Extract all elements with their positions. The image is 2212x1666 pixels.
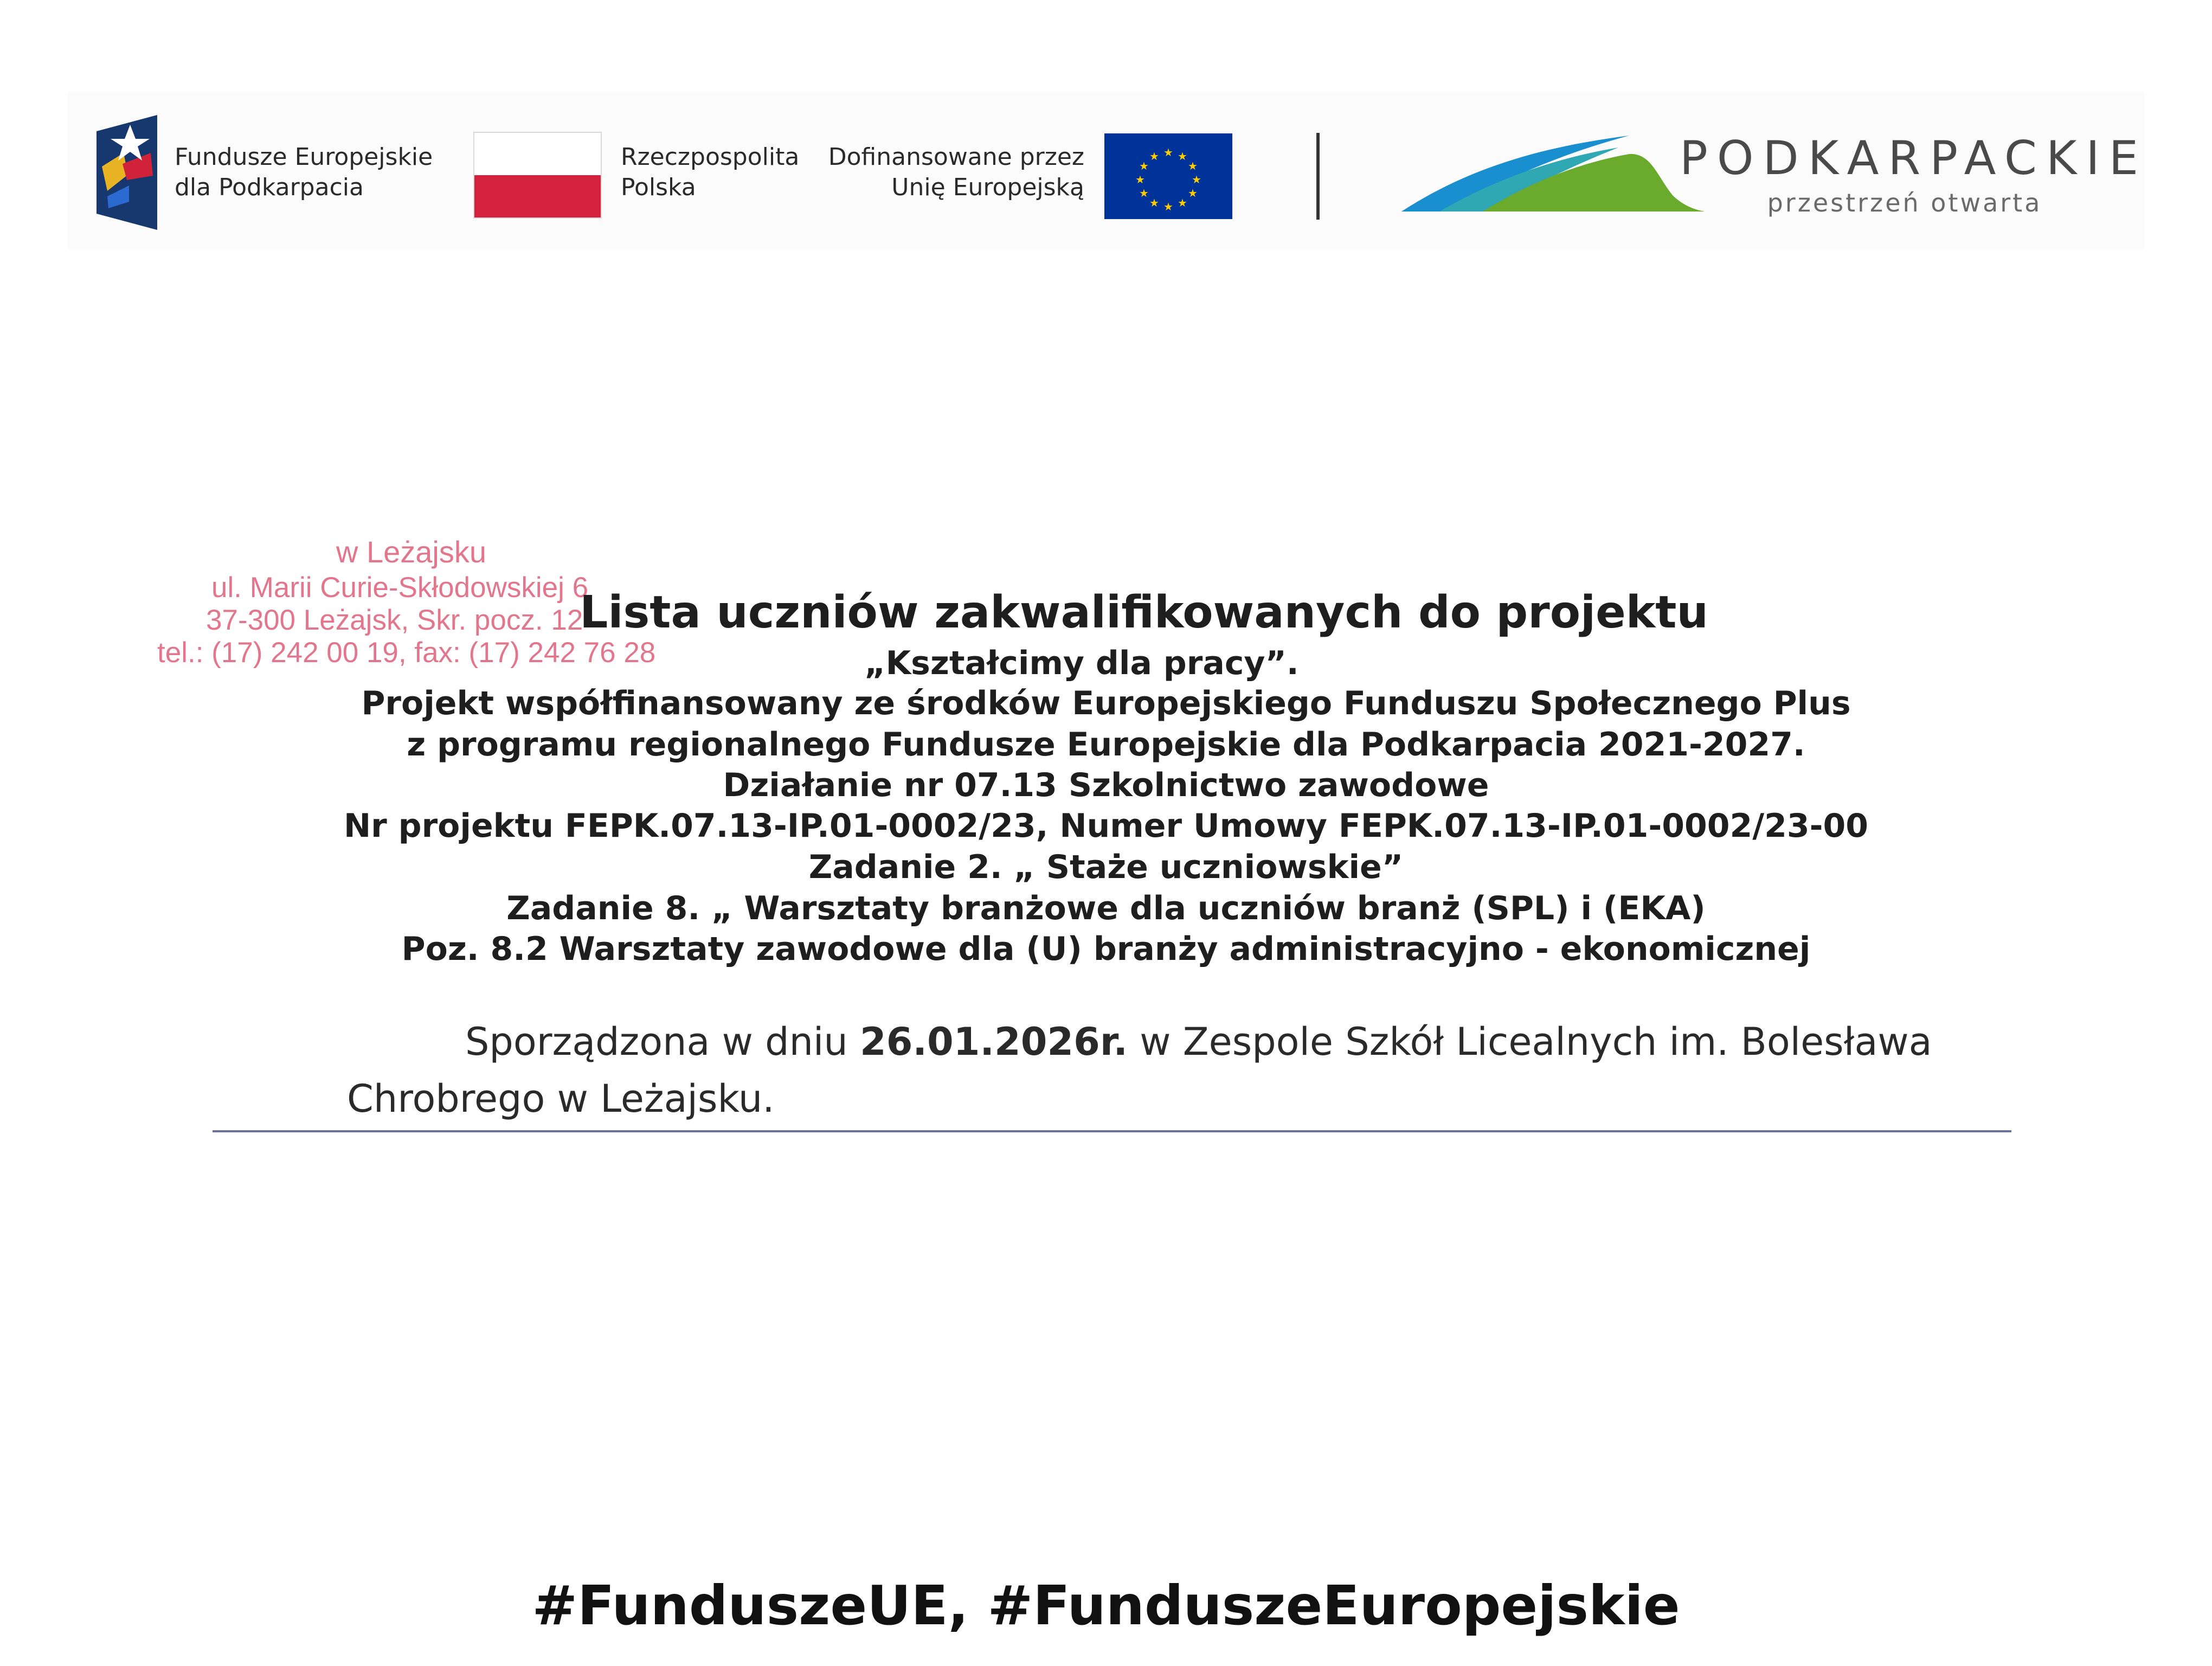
podkarpackie-hills-icon bbox=[1401, 131, 1705, 216]
ue-label-line2: Unię Europejską bbox=[891, 174, 1084, 201]
task8-line: Zadanie 8. „ Warsztaty branżowe dla uczniów branż (SPL) i (EKA) bbox=[506, 889, 1706, 927]
svg-text:★: ★ bbox=[1139, 187, 1149, 200]
polish-flag-icon bbox=[473, 132, 602, 219]
project-name: „Kształcimy dla pracy”. bbox=[864, 644, 1299, 682]
podkarpackie-tagline: przestrzeń otwarta bbox=[1767, 188, 2042, 217]
divider-line bbox=[213, 1130, 2011, 1132]
prepared-suffix: w Zespole Szkół Licealnych im. Bolesława bbox=[1127, 1020, 1932, 1064]
rp-label-line2: Polska bbox=[621, 174, 696, 201]
svg-text:★: ★ bbox=[1149, 196, 1159, 209]
project-number-line: Nr projektu FEPK.07.13-IP.01-0002/23, Numer Umowy FEPK.07.13-IP.01-0002/23-00 bbox=[343, 807, 1869, 845]
action-line: Działanie nr 07.13 Szkolnictwo zawodowe bbox=[723, 766, 1489, 804]
stamp-line-postal: 37-300 Leżajsk, Skr. pocz. 12 bbox=[206, 604, 583, 636]
cofinancing-line: Projekt współfinansowany ze środków Europejskiego Funduszu Społecznego Plus bbox=[361, 684, 1851, 722]
svg-text:★: ★ bbox=[1163, 146, 1173, 159]
rzeczpospolita-label bbox=[621, 142, 799, 203]
fundusze-europejskie-logo-icon bbox=[97, 115, 157, 230]
position-line: Poz. 8.2 Warsztaty zawodowe dla (U) branży administracyjno - ekonomicznej bbox=[401, 930, 1811, 968]
hashtags: #FunduszeUE, #FunduszeEuropejskie bbox=[532, 1574, 1680, 1637]
fe-label-line1: Fundusze Europejskie bbox=[175, 143, 433, 171]
eu-cofinancing-label bbox=[828, 142, 1084, 203]
svg-text:★: ★ bbox=[1139, 159, 1149, 172]
svg-text:★: ★ bbox=[1188, 187, 1198, 200]
prepared-date: 26.01.2026r. bbox=[860, 1020, 1128, 1064]
document-title: Lista uczniów zakwalifikowanych do projektu bbox=[580, 587, 1708, 638]
svg-text:★: ★ bbox=[1178, 150, 1187, 163]
stamp-line-street: ul. Marii Curie-Skłodowskiej 6 bbox=[211, 572, 589, 604]
svg-text:★: ★ bbox=[1135, 173, 1145, 186]
stamp-line-phone: tel.: (17) 242 00 19, fax: (17) 242 76 28 bbox=[157, 637, 656, 669]
svg-text:★: ★ bbox=[1192, 173, 1201, 186]
svg-text:★: ★ bbox=[1178, 196, 1187, 209]
fundusze-europejskie-label bbox=[175, 142, 433, 203]
svg-text:★: ★ bbox=[1188, 159, 1198, 172]
prepared-line bbox=[465, 1020, 1932, 1064]
podkarpackie-name: PODKARPACKIE bbox=[1680, 131, 2148, 185]
svg-text:★: ★ bbox=[1149, 150, 1159, 163]
rp-label-line1: Rzeczpospolita bbox=[621, 143, 800, 171]
eu-flag-icon bbox=[1104, 133, 1232, 219]
ue-label-line1: Dofinansowane przez bbox=[828, 143, 1084, 171]
stamp-line-town: w Leżajsku bbox=[336, 535, 487, 569]
prepared-line-2: Chrobrego w Leżajsku. bbox=[347, 1077, 775, 1121]
svg-text:★: ★ bbox=[1163, 200, 1173, 213]
program-line: z programu regionalnego Fundusze Europejskie dla Podkarpacia 2021-2027. bbox=[407, 726, 1805, 764]
fe-label-line2: dla Podkarpacia bbox=[175, 174, 364, 201]
prepared-prefix: Sporządzona w dniu bbox=[465, 1020, 860, 1064]
logo-separator bbox=[1316, 133, 1320, 220]
task2-line: Zadanie 2. „ Staże uczniowskie” bbox=[808, 848, 1404, 886]
